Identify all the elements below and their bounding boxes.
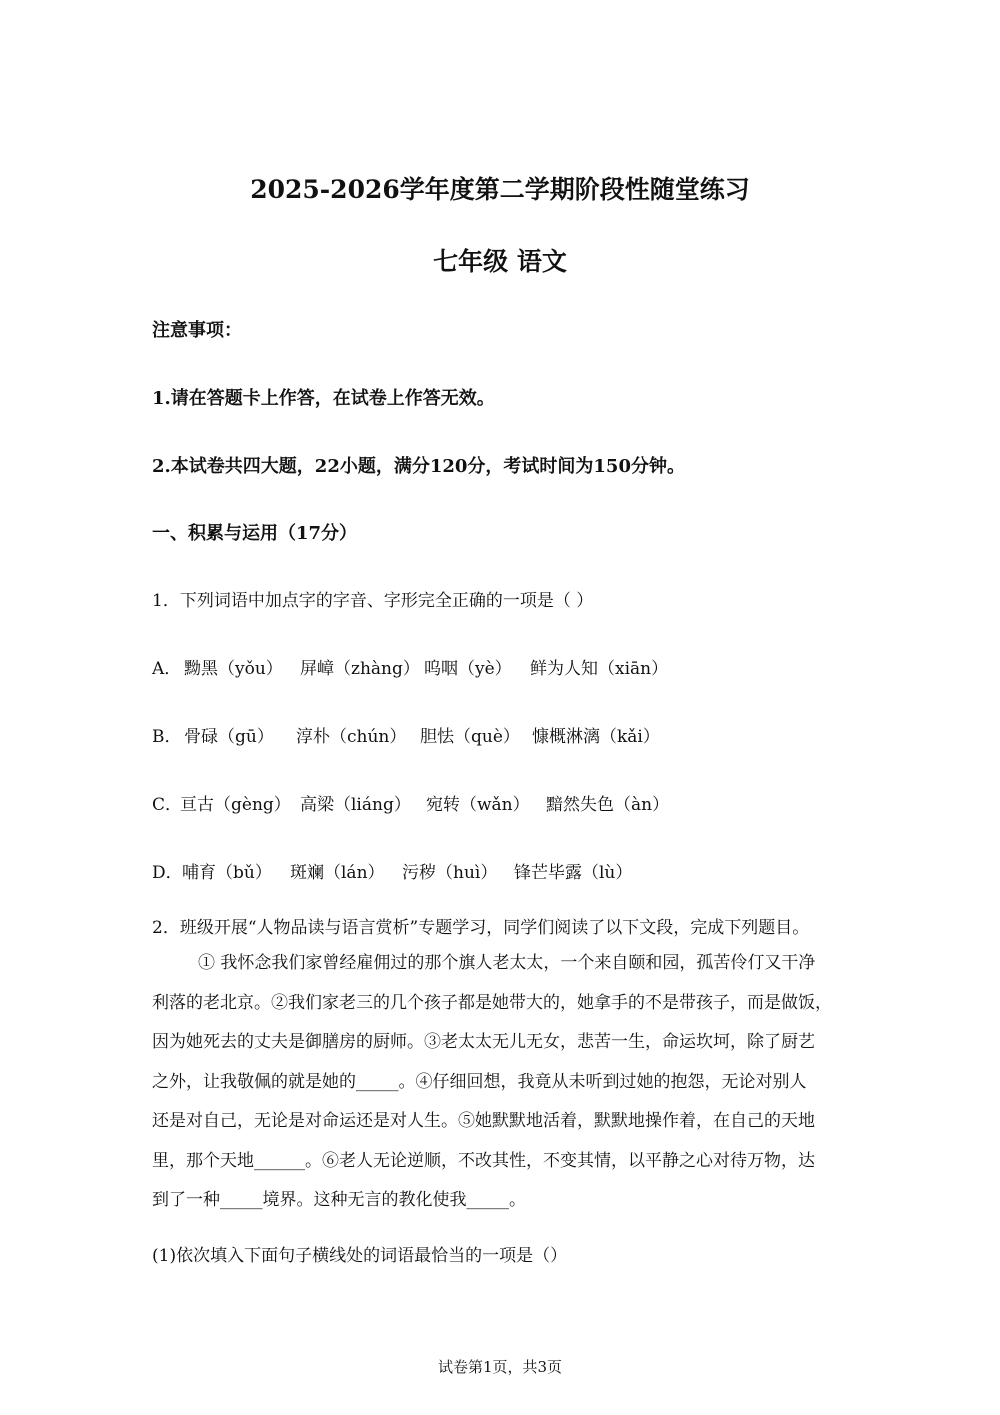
passage-line: 到了一种_____境界。这种无言的教化使我_____。 <box>152 1190 526 1210</box>
passage-line: 因为她死去的丈夫是御膳房的厨师。③老太太无儿无女，悲苦一生，命运坎坷，除了厨艺 <box>152 1032 815 1052</box>
question-2-sub-1: (1)依次填入下面句子横线处的词语最恰当的一项是（） <box>152 1246 568 1266</box>
option-word: 宛转（wǎn） <box>426 795 530 815</box>
question-1-option-d <box>152 858 632 883</box>
passage-line: 里，那个天地______。⑥老人无论逆顺，不改其性，不变其情，以平静之心对待万物，达 <box>152 1150 815 1171</box>
option-letter: C． <box>152 795 183 815</box>
option-word: 锋芒毕露（lù） <box>514 863 633 883</box>
page-footer: 试卷第1页，共3页 <box>437 1358 563 1376</box>
passage-line: 利落的老北京。②我们家老三的几个孩子都是她带大的，她拿手的不是带孩子，而是做饭， <box>152 992 832 1013</box>
exam-title: 2025-2026学年度第二学期阶段性随堂练习 <box>250 175 750 204</box>
note-item-1: 1.请在答题卡上作答，在试卷上作答无效。 <box>152 388 495 409</box>
passage-line: 之外，让我敬佩的就是她的_____。④仔细回想，我竟从未听到过她的抱怨，无论对别人 <box>152 1071 807 1092</box>
passage-line: ① 我怀念我们家曾经雇佣过的那个旗人老太太，一个来自颐和园，孤苦伶仃又干净 <box>198 953 816 973</box>
option-letter: A． <box>152 659 182 679</box>
option-word: 骨碌（gū） <box>184 727 274 747</box>
option-letter: B． <box>152 727 182 747</box>
question-1-option-a <box>152 654 668 679</box>
reading-passage <box>152 944 852 1221</box>
option-word: 黝黑（yǒu） <box>184 659 283 679</box>
option-word: 污秽（huì） <box>402 863 498 883</box>
option-word: 淳朴（chún） <box>296 727 407 747</box>
option-letter: D． <box>152 863 183 883</box>
question-1-option-b <box>152 722 660 747</box>
option-word: 高梁（liáng） <box>300 795 411 815</box>
passage-line: 还是对自己，无论是对命运还是对人生。⑤她默默地活着，默默地操作着，在自己的天地 <box>152 1111 815 1131</box>
option-word: 屏嶂（zhàng） <box>300 659 420 679</box>
option-word: 黯然失色（àn） <box>546 795 670 815</box>
exam-subtitle: 七年级 语文 <box>433 247 567 276</box>
notes-heading: 注意事项： <box>152 320 242 341</box>
option-word: 亘古（gèng） <box>180 795 291 815</box>
option-word: 哺育（bǔ） <box>182 863 272 883</box>
option-word: 斑斓（lán） <box>290 863 385 883</box>
question-2-stem: 2．班级开展“人物品读与语言赏析”专题学习，同学们阅读了以下文段，完成下列题目。 <box>152 918 810 938</box>
option-word: 鲜为人知（xiān） <box>530 659 669 679</box>
option-word: 慷概淋漓（kǎi） <box>532 727 660 747</box>
option-word: 胆怯（què） <box>420 727 520 747</box>
option-word: 呜咽（yè） <box>424 659 512 679</box>
question-1-option-c <box>152 790 669 815</box>
question-1-stem: 1．下列词语中加点字的字音、字形完全正确的一项是（ ） <box>152 591 594 611</box>
section-heading: 一、积累与运用（17分） <box>152 523 358 544</box>
note-item-2: 2.本试卷共四大题，22小题，满分120分，考试时间为150分钟。 <box>152 456 685 477</box>
